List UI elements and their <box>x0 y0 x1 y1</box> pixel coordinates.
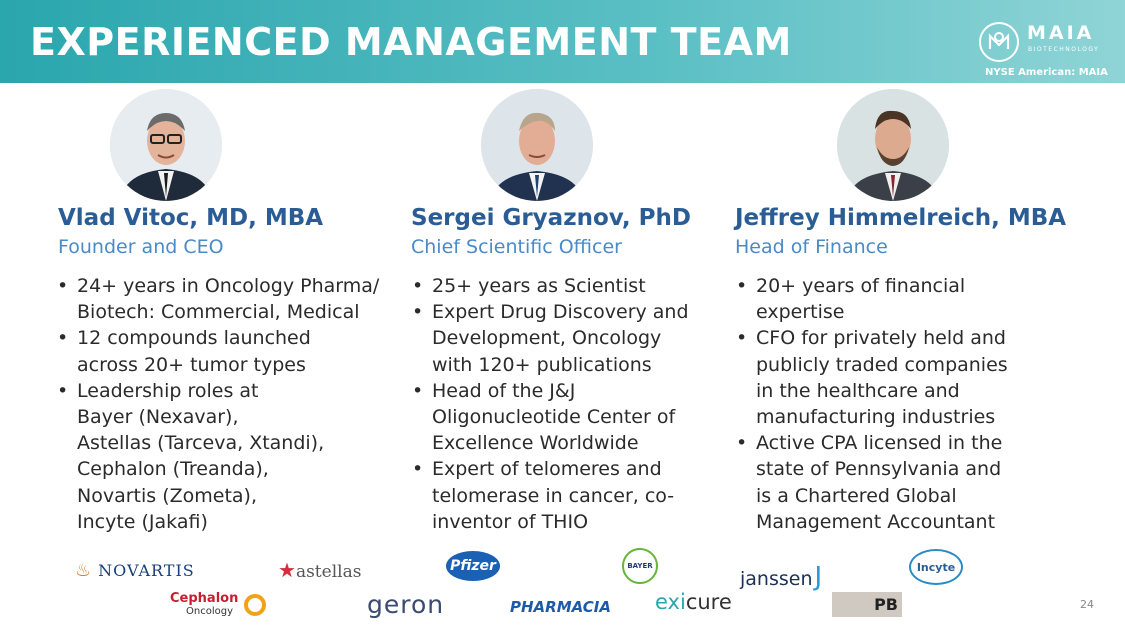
ring-icon <box>244 594 266 616</box>
page-number: 24 <box>1080 598 1094 611</box>
novartis-logo: ♨ NOVARTIS <box>75 560 195 581</box>
team-member-role: Head of Finance <box>735 236 888 258</box>
pharmacia-logo: PHARMACIA <box>510 598 611 616</box>
bio-bullet: • Leadership roles at Bayer (Nexavar), Astellas (Tarceva, Xtandi), Cephalon (Treanda), Novartis (Zometa), Incyte (Jakafi) <box>57 378 379 535</box>
pfizer-logo: Pfizer <box>446 551 500 581</box>
janssen-logo: janssenJ <box>740 562 823 592</box>
bio-bullet: • 12 compounds launched across 20+ tumor types <box>57 325 379 377</box>
bayer-logo: BAYER <box>622 548 658 584</box>
logo-name: MAIA <box>1027 22 1095 44</box>
bio-bullets-sergei <box>412 273 689 535</box>
header-banner <box>0 0 1125 83</box>
logo-subtitle: BIOTECHNOLOGY <box>1028 46 1100 53</box>
bio-bullet: • Active CPA licensed in the state of Pennsylvania and is a Chartered Global Management Accountant <box>736 430 1008 535</box>
bio-bullet: • 24+ years in Oncology Pharma/ Biotech: Commercial, Medical <box>57 273 379 325</box>
star-icon: ★ <box>278 558 296 582</box>
team-member-name: Sergei Gryaznov, PhD <box>411 205 691 231</box>
geron-logo: geron <box>367 590 445 619</box>
bio-bullet: • 20+ years of financial expertise <box>736 273 1008 325</box>
incyte-logo: Incyte <box>909 549 963 585</box>
astellas-logo: ★astellas <box>278 558 362 582</box>
page-title: EXPERIENCED MANAGEMENT TEAM <box>30 20 792 64</box>
team-member-name: Jeffrey Himmelreich, MBA <box>735 205 1067 231</box>
cephalon-logo: Cephalon Oncology <box>170 592 238 618</box>
maia-logo-icon <box>979 22 1019 62</box>
team-member-name: Vlad Vitoc, MD, MBA <box>58 205 324 231</box>
team-member-role: Chief Scientific Officer <box>411 236 622 258</box>
bio-bullet: • CFO for privately held and publicly traded companies in the healthcare and manufacturing industries <box>736 325 1008 430</box>
bio-bullets-jeffrey <box>736 273 1008 535</box>
avatar-jeffrey-himmelreich <box>837 89 949 201</box>
exicure-logo: exicure <box>655 590 732 614</box>
bio-bullet: • 25+ years as Scientist <box>412 273 689 299</box>
avatar-sergei-gryaznov <box>481 89 593 201</box>
bio-bullet: • Expert Drug Discovery and Development, Oncology with 120+ publications <box>412 299 689 378</box>
bio-bullet: • Expert of telomeres and telomerase in cancer, co- inventor of THIO <box>412 456 689 535</box>
flame-icon: ♨ <box>75 560 93 581</box>
bio-bullet: • Head of the J&J Oligonucleotide Center of Excellence Worldwide <box>412 378 689 457</box>
bio-bullets-vlad <box>57 273 379 535</box>
team-member-role: Founder and CEO <box>58 236 224 258</box>
swoosh-icon: J <box>814 562 823 592</box>
exchange-label: NYSE American: MAIA <box>985 67 1108 78</box>
maia-logo <box>975 18 1115 64</box>
avatar-vlad-vitoc <box>110 89 222 201</box>
pb-logo: PB <box>832 592 902 617</box>
